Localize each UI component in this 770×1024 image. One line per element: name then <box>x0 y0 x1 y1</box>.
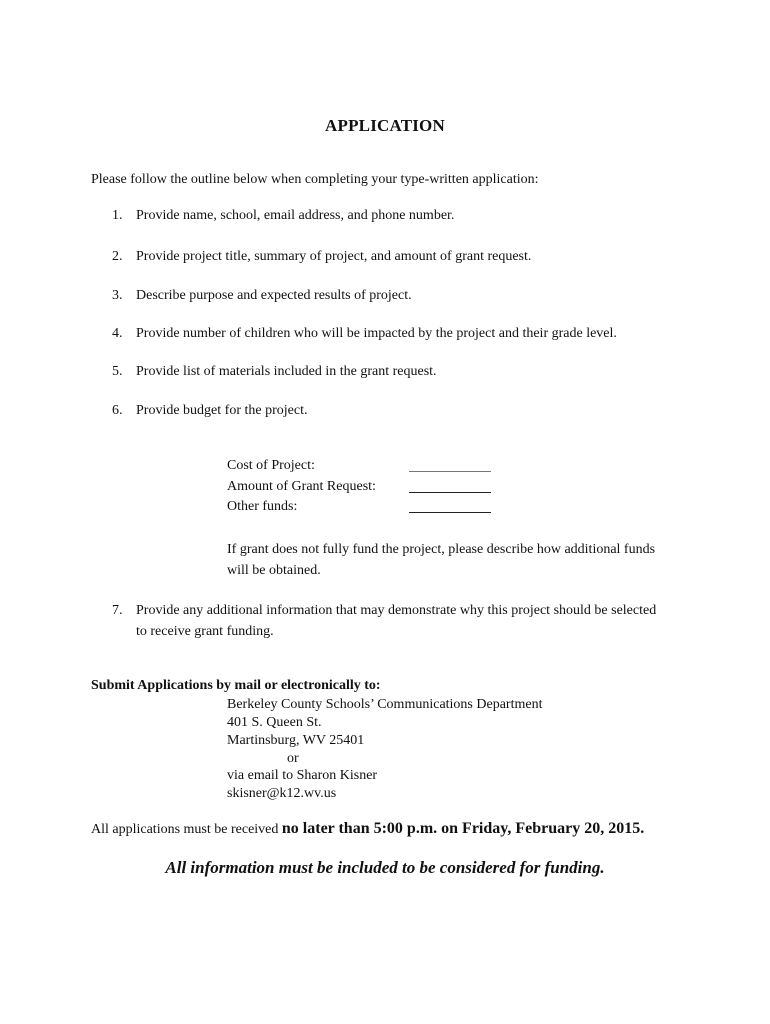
item-number: 2. <box>112 249 123 264</box>
budget-note: If grant does not fully fund the project, please describe how additional funds will be obtained. <box>227 542 656 578</box>
item-text: Provide project title, summary of project, and amount of grant request. <box>136 249 532 264</box>
item-number: 7. <box>112 603 123 618</box>
page-title: APPLICATION <box>325 116 445 135</box>
other-funds-label: Other funds: <box>227 499 298 514</box>
grant-request-field[interactable] <box>409 492 491 493</box>
item-number: 5. <box>112 364 123 379</box>
item-text: Describe purpose and expected results of project. <box>136 288 412 303</box>
submit-label: Submit Applications by mail or electronically to: <box>91 678 381 693</box>
item-text: Provide number of children who will be impacted by the project and their grade level. <box>136 326 617 341</box>
intro-text: Please follow the outline below when completing your type-written application: <box>91 172 539 187</box>
item-text: Provide name, school, email address, and phone number. <box>136 208 455 223</box>
deadline-prefix: All applications must be received <box>91 822 282 837</box>
address-line: 401 S. Queen St. <box>227 715 322 730</box>
item-text: Provide budget for the project. <box>136 403 308 418</box>
address-line: via email to Sharon Kisner <box>227 768 378 783</box>
cost-of-project-field[interactable] <box>409 471 491 472</box>
deadline-emphasis: no later than 5:00 p.m. on Friday, February 20, 2015. <box>281 820 645 837</box>
other-funds-field[interactable] <box>409 512 491 513</box>
email-address: skisner@k12.wv.us <box>227 786 337 801</box>
item-text: Provide list of materials included in the grant request. <box>136 364 437 379</box>
deadline-text <box>91 820 644 838</box>
item-text: Provide any additional information that may demonstrate why this project should be selected to receive grant funding. <box>136 603 657 639</box>
grant-request-label: Amount of Grant Request: <box>227 479 376 494</box>
address-line: Berkeley County Schools’ Communications Department <box>227 697 543 712</box>
cost-of-project-label: Cost of Project: <box>227 458 315 473</box>
address-line: Martinsburg, WV 25401 <box>227 733 365 748</box>
item-number: 6. <box>112 403 123 418</box>
item-number: 3. <box>112 288 123 303</box>
footer-note: All information must be included to be considered for funding. <box>165 858 605 877</box>
address-or: or <box>287 751 299 766</box>
item-number: 4. <box>112 326 123 341</box>
item-number: 1. <box>112 208 123 223</box>
